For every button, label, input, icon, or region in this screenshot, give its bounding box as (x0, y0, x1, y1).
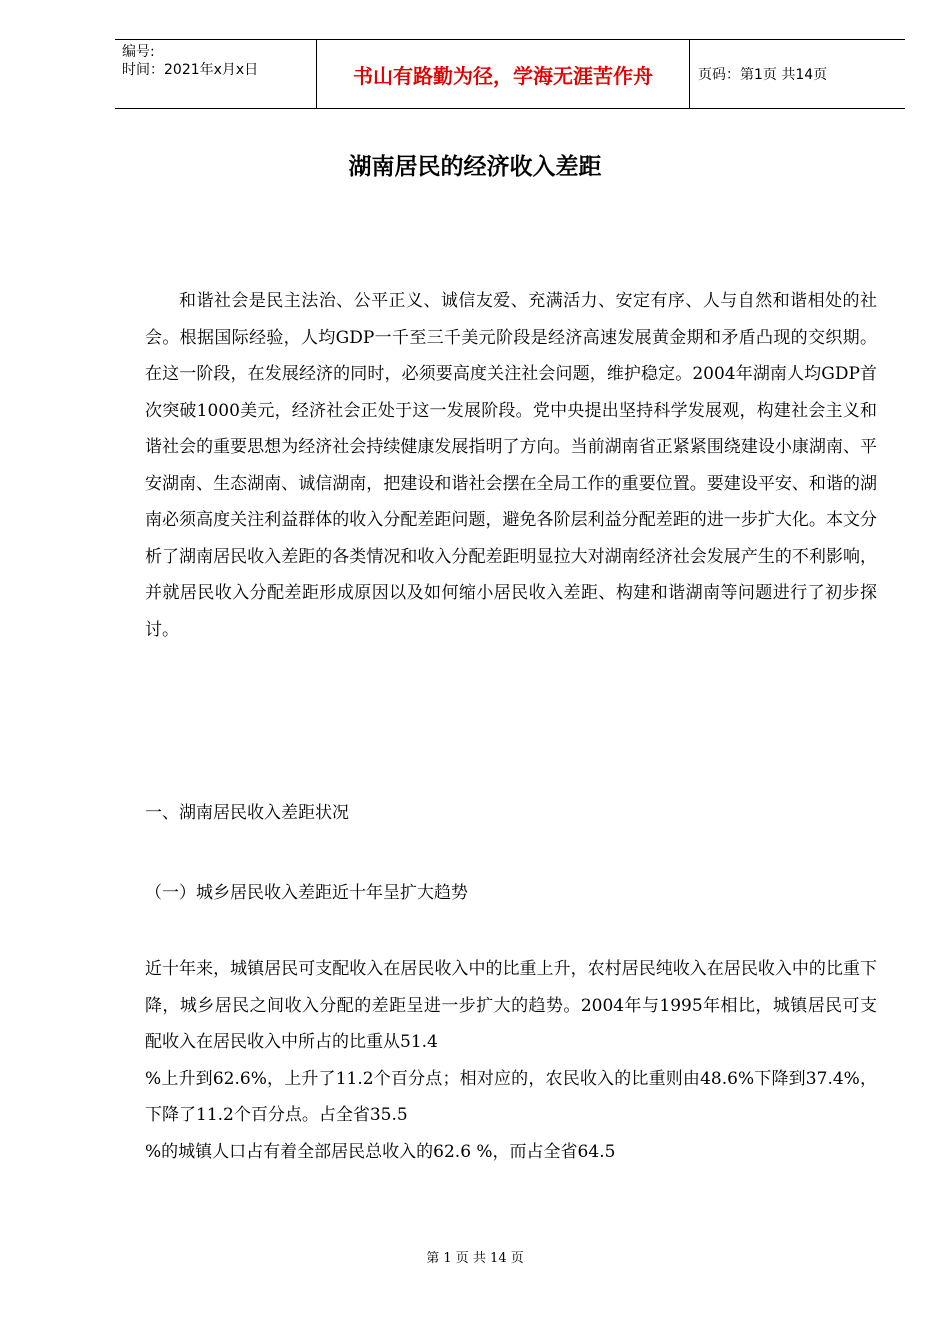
time-label: 时间：2021年x月x日 (122, 62, 259, 78)
header-left-cell (115, 40, 316, 108)
body-line: 近十年来，城镇居民可支配收入在居民收入中的比重上升，农村居民纯收入在居民收入中的比重下降，城乡居民之间收入分配的差距呈进一步扩大的趋势。2004年与1995年相比，城镇居民可支配收入在居民收入中所占的比重从51.4 (145, 959, 877, 1052)
section-heading: 一、湖南居民收入差距状况 (145, 803, 349, 823)
page-footer: 第 1 页 共 14 页 (426, 1251, 524, 1266)
subsection-heading: （一）城乡居民收入差距近十年呈扩大趋势 (145, 883, 468, 903)
header-page-info: 页码：第1页 共14页 (698, 67, 828, 83)
body-line: %的城镇人口占有着全部居民总收入的62.6 %，而占全省64.5 (145, 1141, 616, 1162)
header-table (115, 39, 905, 109)
body-line: %上升到62.6%，上升了11.2个百分点；相对应的，农民收入的比重则由48.6%下降到37.4%，下降了11.2个百分点。占全省35.5 (145, 1068, 877, 1125)
intro-paragraph: 和谐社会是民主法治、公平正义、诚信友爱、充满活力、安定有序、人与自然和谐相处的社会。根据国际经验，人均GDP一千至三千美元阶段是经济高速发展黄金期和矛盾凸现的交织期。在这一阶段，在发展经济的同时，必须要高度关注社会问题，维护稳定。2004年湖南人均GDP首次突破1000美元，经济社会正处于这一发展阶段。党中央提出坚持科学发展观，构建社会主义和谐社会的重要思想为经济社会持续健康发展指明了方向。当前湖南省正紧紧围绕建设小康湖南、平安湖南、生态湖南、诚信湖南，把建设和谐社会摆在全局工作的重要位置。要建设平安、和谐的湖南必须高度关注利益群体的收入分配差距问题，避免各阶层利益分配差距的进一步扩大化。本文分析了湖南居民收入差距的各类情况和收入分配差距明显拉大对湖南经济社会发展产生的不利影响，并就居民收入分配差距形成原因以及如何缩小居民收入差距、构建和谐湖南等问题进行了初步探讨。 (145, 291, 877, 640)
serial-label: 编号: (122, 44, 155, 60)
body-paragraph (145, 951, 877, 1170)
document-title: 湖南居民的经济收入差距 (348, 154, 602, 180)
header-motto: 书山有路勤为径，学海无涯苦作舟 (316, 40, 690, 108)
